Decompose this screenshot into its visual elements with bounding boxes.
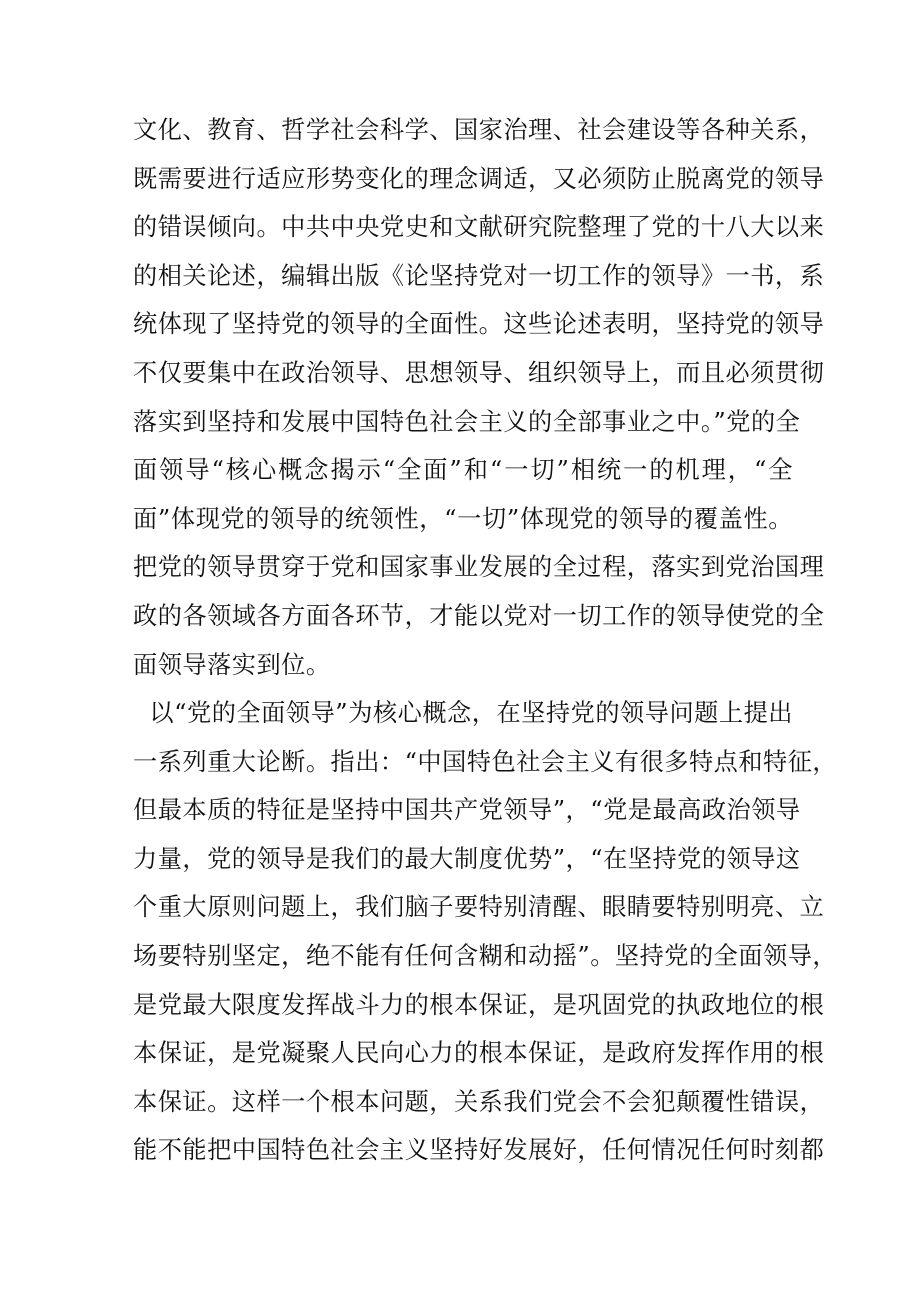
text-line: 面领导“核心概念揭示“全面”和“一切”相统一的机理，“全 — [133, 456, 793, 485]
paragraph-1 — [133, 106, 825, 689]
text-line: 本保证。这样一个根本问题，关系我们党会不会犯颠覆性错误， — [133, 1087, 825, 1116]
text-line: 的相关论述，编辑出版《论坚持党对一切工作的领导》一书，系 — [133, 261, 825, 290]
text-line: 政的各领域各方面各环节，才能以党对一切工作的领导使党的全 — [133, 601, 825, 630]
text-line: 既需要进行适应形势变化的理念调适，又必须防止脱离党的领导 — [133, 164, 825, 193]
text-line: 面领导落实到位。 — [133, 650, 331, 679]
text-line: 力量，党的领导是我们的最大制度优势”，“在坚持党的领导这 — [133, 844, 801, 873]
text-line: 的错误倾向。中共中央党史和文献研究院整理了党的十八大以来 — [133, 213, 825, 242]
text-line: 文化、教育、哲学社会科学、国家治理、社会建设等各种关系， — [133, 116, 825, 144]
paragraph-2 — [133, 689, 838, 1175]
text-line: 场要特别坚定，绝不能有任何含糊和动摇”。坚持党的全面领导， — [133, 941, 838, 970]
text-line: 不仅要集中在政治领导、思想领导、组织领导上，而且必须贯彻 — [133, 358, 825, 387]
text-line: 能不能把中国特色社会主义坚持好发展好，任何情况任何时刻都 — [133, 1136, 825, 1165]
text-line: 是党最大限度发挥战斗力的根本保证，是巩固党的执政地位的根 — [133, 990, 825, 1019]
text-line: 落实到坚持和发展中国特色社会主义的全部事业之中。”党的全 — [133, 407, 801, 436]
text-line: 本保证，是党凝聚人民向心力的根本保证，是政府发挥作用的根 — [133, 1039, 825, 1068]
text-line: 个重大原则问题上，我们脑子要特别清醒、眼睛要特别明亮、立 — [133, 893, 825, 922]
text-line: 面”体现党的领导的统领性，“一切”体现党的领导的覆盖性。 — [133, 504, 793, 533]
text-line: 把党的领导贯穿于党和国家事业发展的全过程，落实到党治国理 — [133, 553, 825, 582]
text-line: 统体现了坚持党的领导的全面性。这些论述表明，坚持党的领导 — [133, 310, 825, 339]
text-line: 以“党的全面领导”为核心概念，在坚持党的领导问题上提出 — [133, 699, 793, 727]
text-line: 但最本质的特征是坚持中国共产党领导”，“党是最高政治领导 — [133, 796, 801, 825]
text-line: 一系列重大论断。指出：“中国特色社会主义有很多特点和特征， — [133, 747, 838, 776]
